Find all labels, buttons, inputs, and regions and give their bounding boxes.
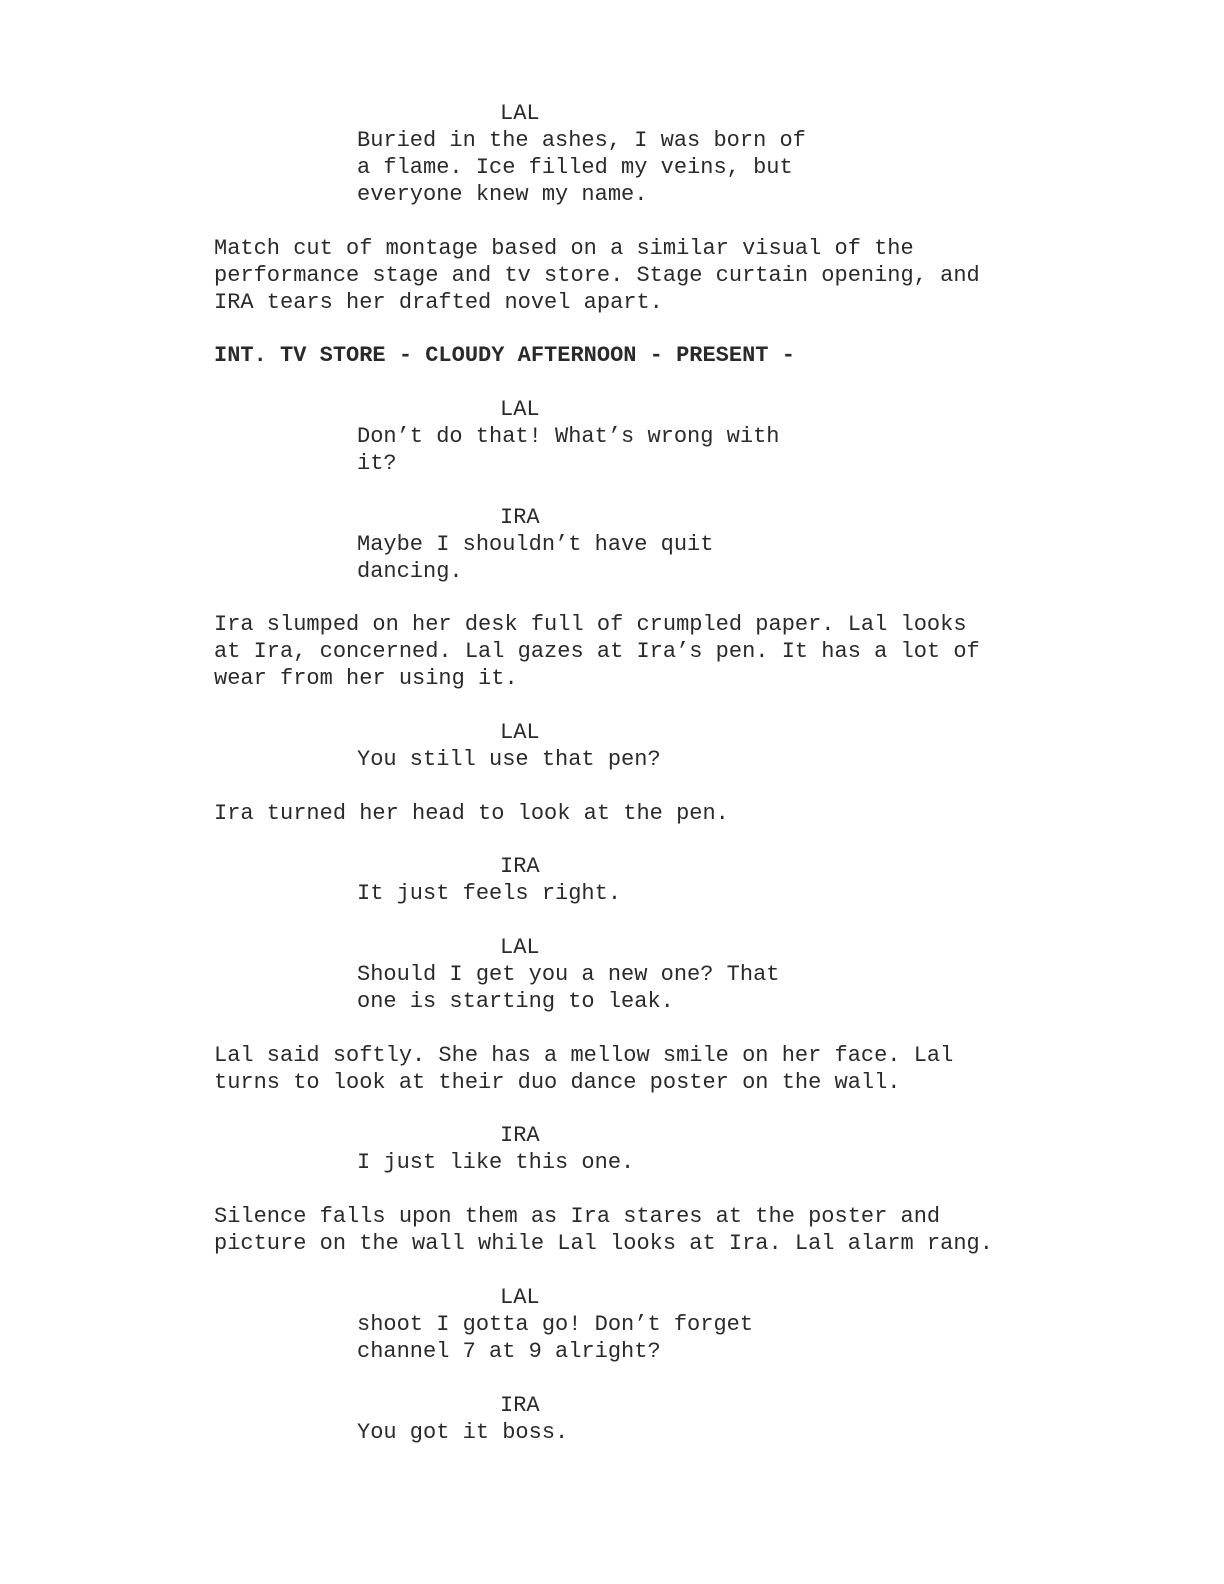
dialogue: Buried in the ashes, I was born of a flame. Ice filled my veins, but everyone knew my name.: [357, 128, 806, 207]
character-cue: IRA: [500, 505, 540, 530]
scene-heading: INT. TV STORE - CLOUDY AFTERNOON - PRESENT -: [214, 343, 795, 368]
dialogue: Maybe I shouldn’t have quit dancing.: [357, 532, 714, 584]
character-cue: LAL: [500, 720, 540, 745]
action-line: Match cut of montage based on a similar visual of the performance stage and tv store. Stage curtain opening, and IRA tears her drafted novel apart.: [214, 236, 980, 315]
character-cue: IRA: [500, 1123, 540, 1148]
dialogue: You still use that pen?: [357, 747, 661, 772]
character-cue: IRA: [500, 1393, 540, 1418]
action-line: Ira slumped on her desk full of crumpled paper. Lal looks at Ira, concerned. Lal gazes at Ira’s pen. It has a lot of wear from her using it.: [214, 612, 980, 691]
character-cue: IRA: [500, 854, 540, 879]
character-cue: LAL: [500, 101, 540, 126]
dialogue: Don’t do that! What’s wrong with it?: [357, 424, 780, 476]
action-line: Silence falls upon them as Ira stares at the poster and picture on the wall while Lal looks at Ira. Lal alarm rang.: [214, 1204, 993, 1256]
character-cue: LAL: [500, 935, 540, 960]
character-cue: LAL: [500, 1285, 540, 1310]
dialogue: shoot I gotta go! Don’t forget channel 7 at 9 alright?: [357, 1312, 754, 1364]
dialogue: I just like this one.: [357, 1150, 635, 1175]
character-cue: LAL: [500, 397, 540, 422]
action-line: Lal said softly. She has a mellow smile on her face. Lal turns to look at their duo dance poster on the wall.: [214, 1043, 954, 1095]
dialogue: It just feels right.: [357, 881, 622, 906]
dialogue: You got it boss.: [357, 1420, 569, 1445]
action-line: Ira turned her head to look at the pen.: [214, 801, 729, 826]
dialogue: Should I get you a new one? That one is starting to leak.: [357, 962, 780, 1014]
